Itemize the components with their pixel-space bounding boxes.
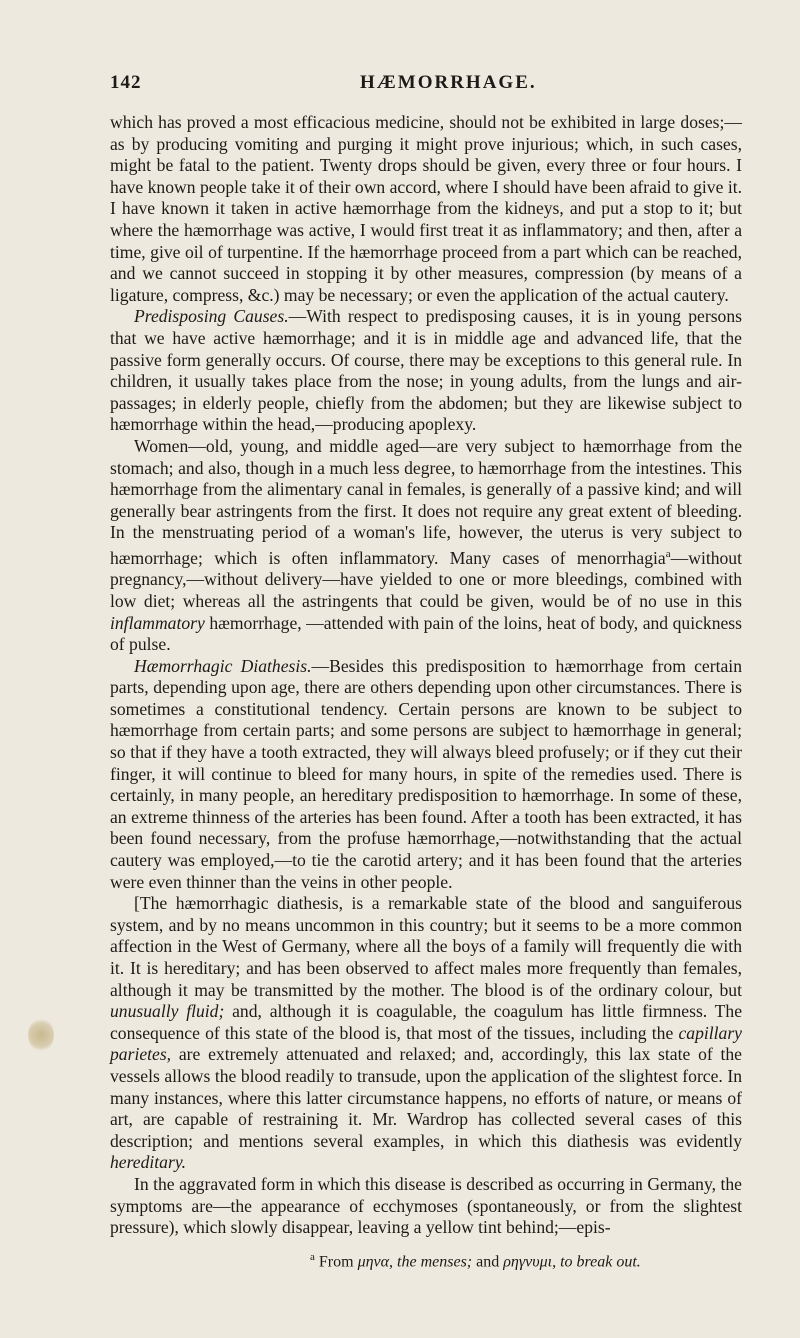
footnote-segment-2: μηνα <box>357 1253 390 1271</box>
paragraph-predisposing-causes <box>110 306 742 436</box>
paper-stain <box>28 1018 54 1052</box>
paragraph-haemorrhagic-diathesis <box>110 656 742 894</box>
footnote-segment-6: ρηγνυμι <box>503 1253 553 1271</box>
paragraphs.1-segment-1: —With respect to predisposing causes, it is in young persons that we have active hæmorrhage; and it is in middle age and advanced life, that the passive form generally occurs. Of course, there may be exceptions to this general rule. In children, it usually takes place from the nose; in young adults, from the lungs and air-passages; in elderly people, chiefly from the abdomen; but they are likewise subject to hæmorrhage within the head,—producing apoplexy. <box>110 306 742 435</box>
page-header <box>110 72 742 94</box>
paragraph-bracketed-note <box>110 893 742 1174</box>
paragraphs.3-segment-1: —Besides this predisposition to hæmorrhage from certain parts, depending upon age, there are others depending upon other circumstances. There is sometimes a constitutional tendency. Certain persons are known to be subject to hæmorrhage from certain parts; and some persons are subject to hæmorrhage in general; so that if they have a tooth extracted, they will always bleed profusely; or if they cut their finger, it will continue to bleed for many hours, in spite of the remedies used. There is certainly, in many people, an hereditary predisposition to hæmorrhage. In some of these, an extreme thinness of the arteries has been found. After a tooth has been extracted, it has been found necessary, from the profuse hæmorrhage,—notwithstanding that the actual cautery was employed,—to tie the carotid artery; and it has been found that the arteries were even thinner than the veins in other people. <box>110 655 742 892</box>
footnote-segment-8: to break out. <box>560 1253 641 1271</box>
footnote <box>110 1247 742 1272</box>
paragraphs.2-segment-0: Women—old, young, and middle aged—are very subject to hæmorrhage from the stomach; and also, though in a much less degree, to hæmorrhage from the intestines. This hæmorrhage from the alimentary canal in females, is generally of a passive kind; and will generally bear astringents from the first. It does not require any great extent of bleeding. In the menstruating period of a woman's life, however, the uterus is very subject to hæmorrhage; which is often inflammatory. Many cases of menorrhagia <box>110 435 742 568</box>
footnote-segment-0: a <box>310 1250 315 1263</box>
paragraphs.2-segment-4: hæmorrhage, —attended with pain of the loins, heat of body, and quickness of pulse. <box>110 612 742 655</box>
paragraphs.2-segment-1: a <box>665 547 671 560</box>
footnote-segment-5: and <box>472 1253 504 1271</box>
paragraphs.0-segment-0: which has proved a most efficacious medicine, should not be exhibited in large doses;—as by producing vomiting and purging it might prove injurious; which, in such cases, might be fatal to the patient. Twenty drops should be given, every three or four hours. I have known people take it of their own accord, where I should have been afraid to give it. I have known it taken in active hæmorrhage from the kidneys, and put a stop to it; but where the hæmorrhage was active, I would first treat it as inflammatory; and then, after a time, give oil of turpentine. If the hæmorrhage proceed from a part which can be reached, and we cannot succeed in stopping it by other measures, compression (by means of a ligature, compress, &c.) may be necessary; or even the application of the actual cautery. <box>110 112 742 305</box>
paragraph-aggravated-form <box>110 1174 742 1239</box>
footnote-segment-1: From <box>314 1253 358 1271</box>
page-number: 142 <box>110 72 142 93</box>
paragraphs.1-segment-0: Predisposing Causes. <box>134 306 289 327</box>
paragraphs.4-segment-1: unusually fluid; <box>110 1001 225 1022</box>
paragraphs.3-segment-0: Hæmorrhagic Diathesis. <box>134 655 312 676</box>
paragraph-1 <box>110 112 742 306</box>
paragraphs.4-segment-0: [The hæmorrhagic diathesis, is a remarkable state of the blood and sanguiferous system, and by no means uncommon in this country; but it seems to be a more common affection in the West of Germany, where all the boys of a family will frequently die with it. It is hereditary; and has been observed to affect males more frequently than females, although it may be transmitted by the mother. The blood is of the ordinary colour, but <box>110 893 742 1000</box>
paragraphs.5-segment-0: In the aggravated form in which this disease is described as occurring in Germany, the symptoms are—the appearance of ecchymoses (spontaneously, or from the slightest pressure), which slowly disappear, leaving a yellow tint behind;—epis- <box>110 1173 742 1238</box>
paragraph-women <box>110 436 742 656</box>
paragraphs.4-segment-3: capillary parietes, <box>110 1022 742 1065</box>
footnote-segment-3: , <box>389 1253 398 1271</box>
footnote-segment-7: , <box>552 1253 561 1271</box>
paragraphs.4-segment-2: and, although it is coagulable, the coagulum has little firmness. The consequence of this state of the blood is, that most of the tissues, including the <box>110 1001 742 1043</box>
paragraphs.2-segment-3: inflammatory <box>110 612 205 633</box>
footnote-segment-4: the menses; <box>397 1253 473 1271</box>
paragraphs.4-segment-4: are extremely attenuated and relaxed; and, accordingly, this lax state of the vessels allows the blood readily to transude, upon the application of the slightest force. In many instances, where this latter circumstance happens, no efforts of nature, or means of art, are capable of restraining it. Mr. Wardrop has collected several cases of this description; and mentions several examples, in which this diathesis was evidently <box>110 1044 742 1151</box>
body-text <box>110 112 742 1239</box>
paragraphs.2-segment-2: —without pregnancy,—without delivery—have yielded to one or more bleedings, combined with low diet; whereas all the astringents that could be given, would be of no use in this <box>110 547 742 611</box>
paragraphs.4-segment-5: hereditary. <box>110 1152 187 1173</box>
running-title: HÆMORRHAGE. <box>360 72 537 93</box>
